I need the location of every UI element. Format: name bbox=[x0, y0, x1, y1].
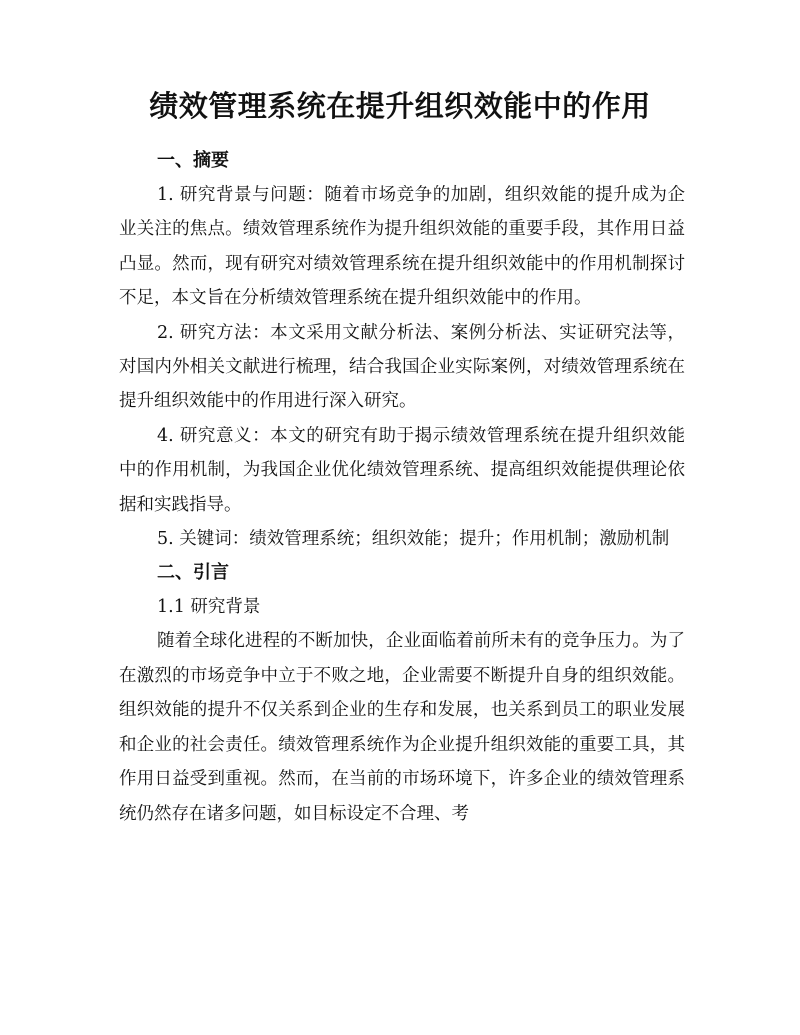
paragraph-keywords: 5. 关键词：绩效管理系统；组织效能；提升；作用机制；激励机制 bbox=[157, 529, 670, 550]
paragraph-intro-background: 随着全球化进程的不断加快，企业面临着前所未有的竞争压力。为了在激烈的市场竞争中立于不败之地，企业需要不断提升自身的组织效能。组织效能的提升不仅关系到企业的生存和发展，也关系到员工的职业发展和企业的社会责任。绩效管理系统作为企业提升组织效能的重要工具，其作用日益受到重视。然而，在当前的市场环境下，许多企业的绩效管理系统仍然存在诸多问题，如目标设定不合理、考 bbox=[119, 631, 685, 824]
section-heading-introduction: 二、引言 bbox=[157, 562, 229, 584]
section-heading-abstract: 一、摘要 bbox=[157, 150, 229, 171]
paragraph-research-background: 1. 研究背景与问题：随着市场竞争的加剧，组织效能的提升成为企业关注的焦点。绩效管理系统作为提升组织效能的重要手段，其作用日益凸显。然而，现有研究对绩效管理系统在提升组织效能中的作用机制探讨不足，本文旨在分析绩效管理系统在提升组织效能中的作用。 bbox=[119, 185, 685, 309]
document-title: 绩效管理系统在提升组织效能中的作用 bbox=[149, 89, 651, 123]
paragraph-research-significance: 4. 研究意义：本文的研究有助于揭示绩效管理系统在提升组织效能中的作用机制，为我国企业优化绩效管理系统、提高组织效能提供理论依据和实践指导。 bbox=[119, 425, 685, 515]
paragraph-research-method: 2. 研究方法：本文采用文献分析法、案例分析法、实证研究法等，对国内外相关文献进行梳理，结合我国企业实际案例，对绩效管理系统在提升组织效能中的作用进行深入研究。 bbox=[119, 322, 685, 412]
subsection-heading-background: 1.1 研究背景 bbox=[157, 597, 261, 618]
document-body bbox=[119, 144, 685, 831]
